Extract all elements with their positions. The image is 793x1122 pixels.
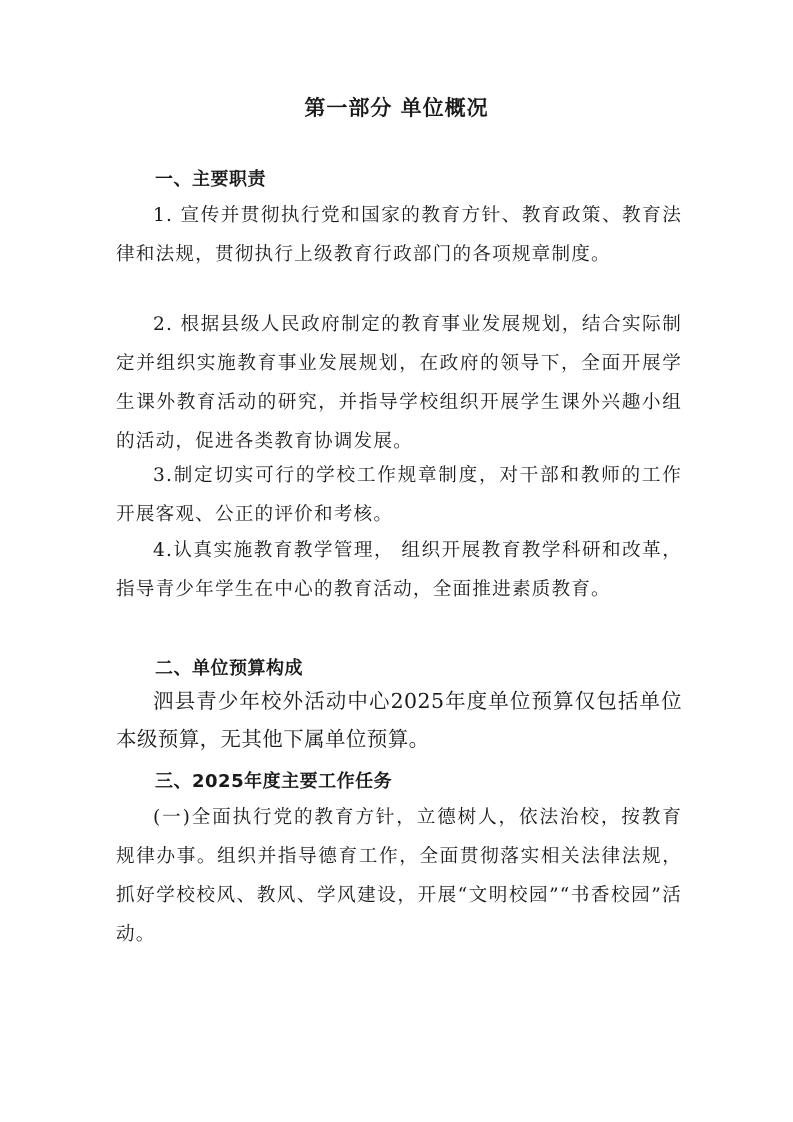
section-heading-duties: 一、主要职责 — [155, 169, 266, 190]
task-item-1: (一)全面执行党的教育方针，立德树人，依法治校，按教育规律办事。组织并指导德育工作，全面贯彻落实相关法律法规，抓好学校校风、教风、学风建设，开展“文明校园”“书香校园”活动。 — [116, 807, 682, 945]
duty-item-2: 2. 根据县级人民政府制定的教育事业发展规划，结合实际制定并组织实施教育事业发展规划，在政府的领导下，全面开展学生课外教育活动的研究，并指导学校组织开展学生课外兴趣小组的活动，促进各类教育协调发展。 — [116, 314, 682, 452]
page-title: 第一部分 单位概况 — [304, 96, 489, 120]
duty-item-3: 3.制定切实可行的学校工作规章制度，对干部和教师的工作开展客观、公正的评价和考核。 — [116, 465, 682, 525]
duty-item-4: 4.认真实施教育教学管理， 组织开展教育教学科研和改革，指导青少年学生在中心的教育活动，全面推进素质教育。 — [116, 540, 682, 600]
duty-item-1: 1. 宣传并贯彻执行党和国家的教育方针、教育政策、教育法律和法规，贯彻执行上级教育行政部门的各项规章制度。 — [116, 205, 682, 265]
section-heading-budget: 二、单位预算构成 — [155, 658, 303, 679]
section-heading-tasks: 三、2025年度主要工作任务 — [155, 771, 393, 792]
budget-composition-text: 泗县青少年校外活动中心2025年度单位预算仅包括单位本级预算，无其他下属单位预算。 — [116, 689, 682, 751]
